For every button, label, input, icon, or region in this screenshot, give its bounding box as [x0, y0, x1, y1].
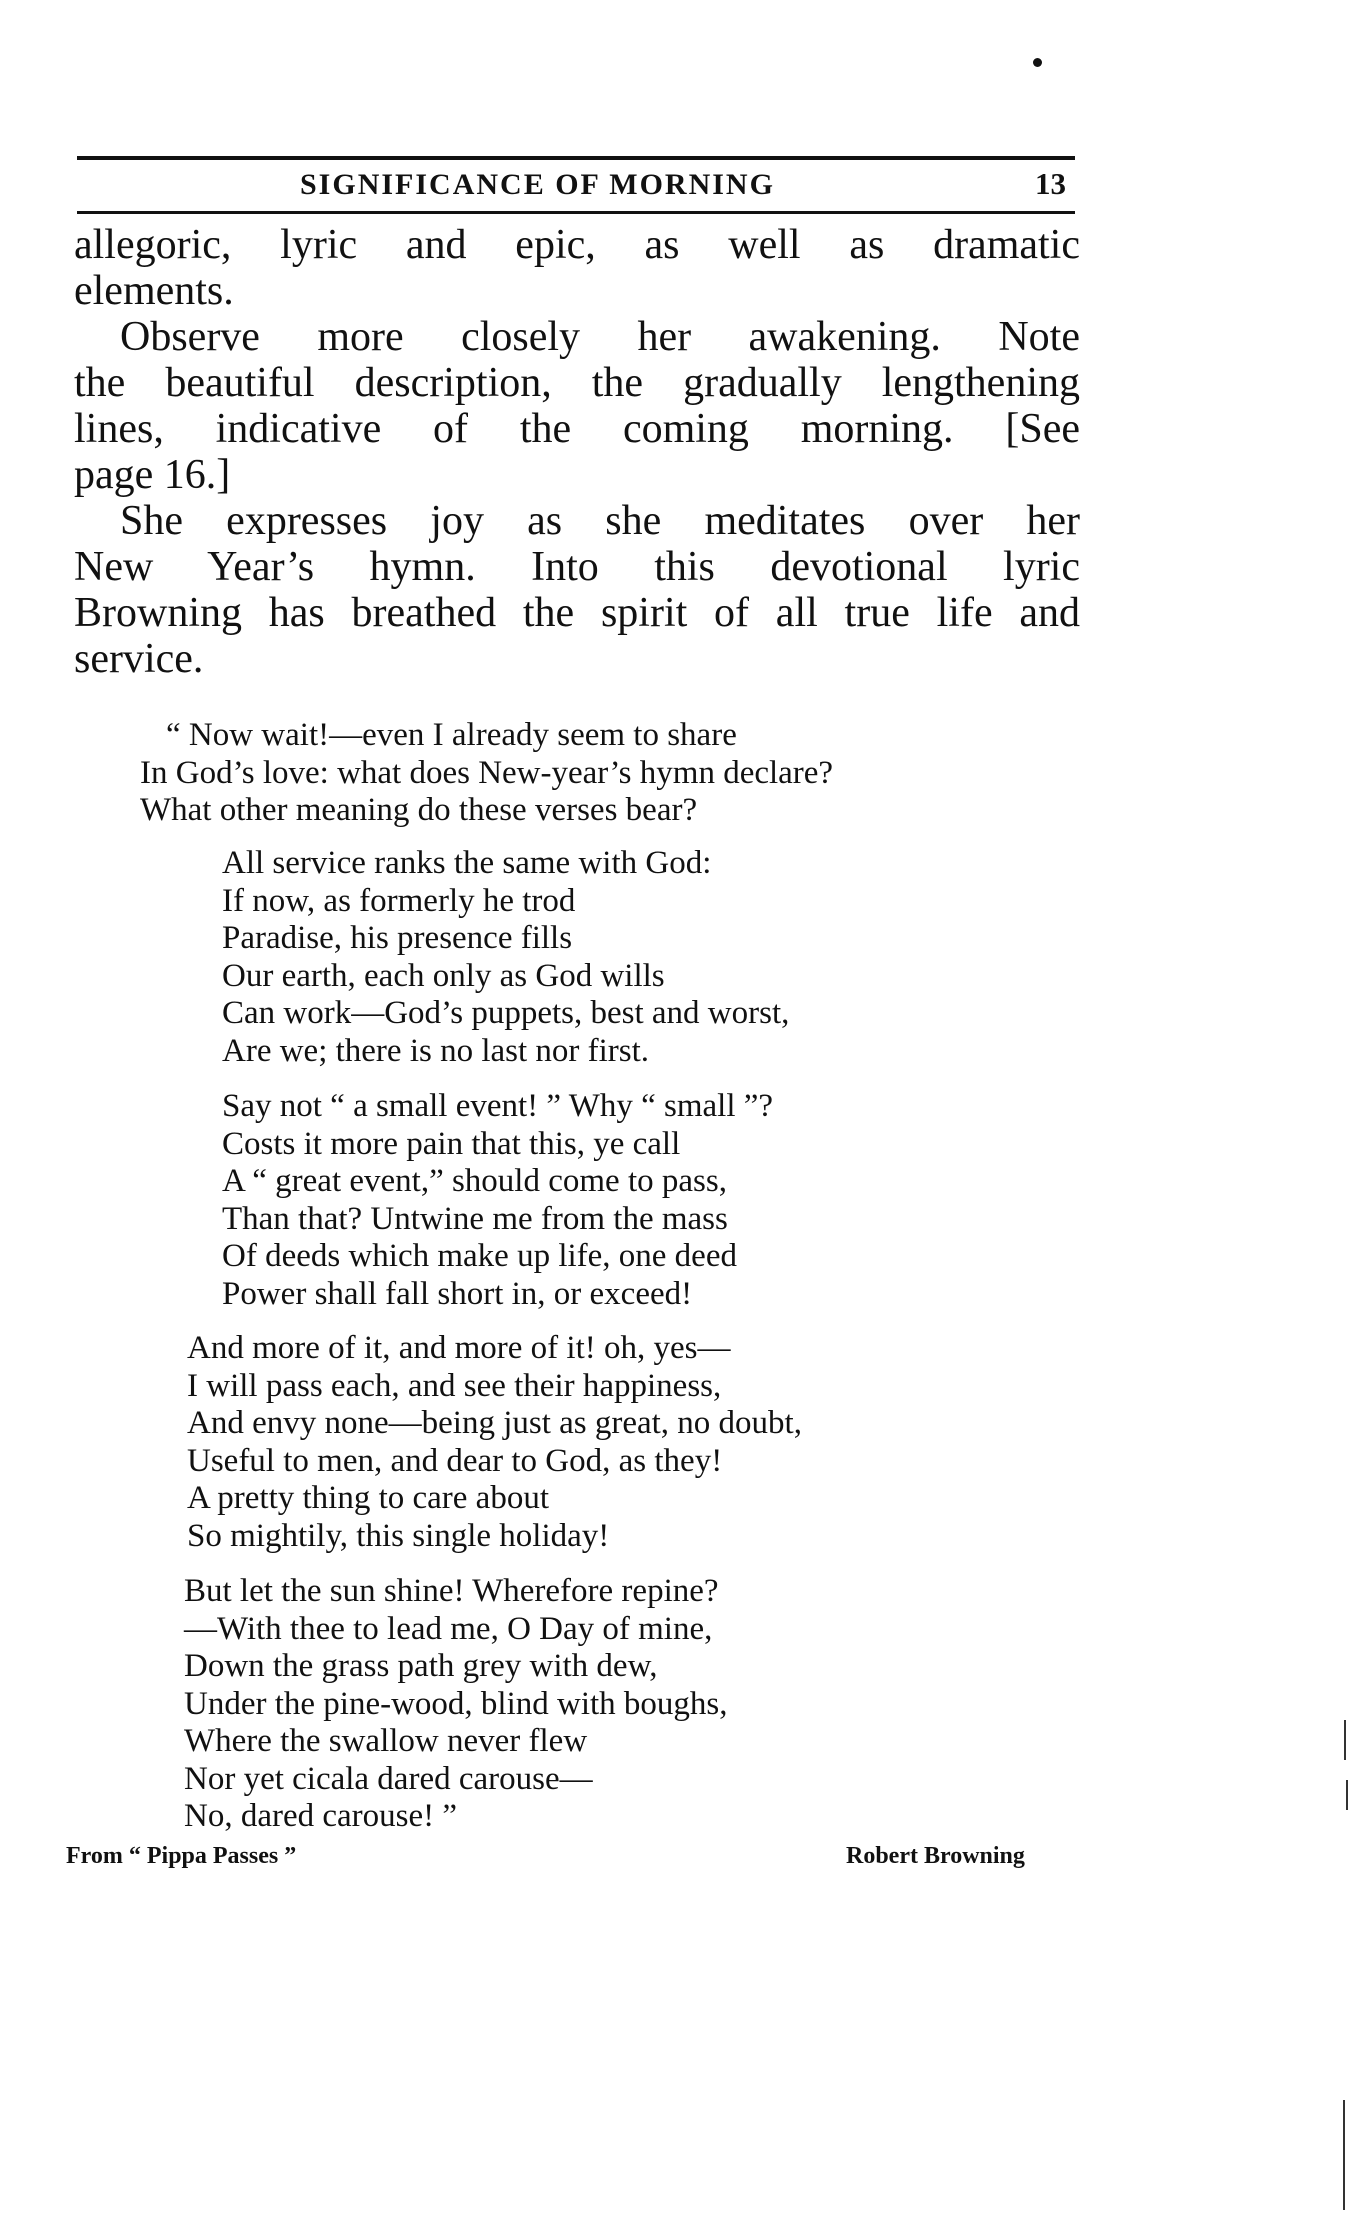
verse-line: No, dared carouse! ”: [184, 1798, 458, 1834]
verse-line: But let the sun shine! Wherefore repine?: [184, 1573, 719, 1609]
verse-line: Paradise, his presence fills: [222, 920, 573, 956]
verse-line: Under the pine-wood, blind with boughs,: [184, 1685, 728, 1722]
paragraph-line: She expresses joy as she meditates over her: [120, 498, 1080, 544]
header-rule-top: [77, 156, 1075, 160]
paragraph-line: New Year’s hymn. Into this devotional lyric: [74, 544, 1080, 590]
verse-line: I will pass each, and see their happiness,: [187, 1367, 722, 1404]
verse-line: Say not “ a small event! ” Why “ small ”?: [222, 1088, 774, 1124]
verse-line: A “ great event,” should come to pass,: [222, 1163, 727, 1199]
paragraph-line: Observe more closely her awakening. Note: [120, 314, 1080, 360]
paragraph-2: [74, 314, 1080, 498]
verse-line: And envy none—being just as great, no doubt,: [187, 1405, 802, 1441]
verse-line: Where the swallow never flew: [184, 1723, 588, 1759]
header-rule-bottom: [77, 211, 1075, 214]
poem-stanza-3: [222, 1088, 773, 1313]
verse-line: “ Now wait!—even I already seem to share: [166, 717, 737, 753]
verse-line: All service ranks the same with God:: [222, 845, 712, 881]
paragraph-line: Browning has breathed the spirit of all true life and: [74, 590, 1080, 636]
poem-stanza-1: [140, 717, 833, 830]
verse-line: —With thee to lead me, O Day of mine,: [184, 1610, 713, 1647]
poem-stanza-4: [187, 1330, 802, 1555]
paragraph-line: service.: [74, 636, 204, 682]
poem-stanza-2: [222, 845, 789, 1070]
paragraph-line: allegoric, lyric and epic, as well as dramatic: [74, 222, 1080, 268]
paragraph-line: lines, indicative of the coming morning. [See: [74, 406, 1080, 452]
ink-speck: [1033, 58, 1042, 67]
running-title: SIGNIFICANCE OF MORNING: [300, 168, 775, 201]
paragraph-line: elements.: [74, 268, 234, 314]
verse-line: Down the grass path grey with dew,: [184, 1648, 658, 1684]
poem-stanza-5: [184, 1573, 728, 1836]
verse-line: Costs it more pain that this, ye call: [222, 1125, 681, 1162]
paragraph-1: [74, 222, 1080, 314]
verse-line: So mightily, this single holiday!: [187, 1517, 610, 1554]
verse-line: Are we; there is no last nor first.: [222, 1032, 650, 1069]
verse-line: Our earth, each only as God wills: [222, 957, 665, 994]
scan-artifact: [1344, 1720, 1346, 1760]
source-attribution: From “ Pippa Passes ”: [66, 1843, 297, 1869]
verse-line: Of deeds which make up life, one deed: [222, 1238, 737, 1274]
verse-line: If now, as formerly he trod: [222, 882, 576, 919]
verse-line: Than that? Untwine me from the mass: [222, 1200, 728, 1237]
page-number: 13: [1035, 166, 1066, 201]
verse-line: What other meaning do these verses bear?: [140, 792, 698, 828]
verse-line: A pretty thing to care about: [187, 1480, 549, 1516]
paragraph-line: the beautiful description, the gradually lengthening: [74, 360, 1080, 406]
verse-line: Useful to men, and dear to God, as they!: [187, 1442, 723, 1479]
verse-line: Nor yet cicala dared carouse—: [184, 1760, 593, 1797]
verse-line: Can work—God’s puppets, best and worst,: [222, 995, 790, 1031]
scan-artifact: [1346, 1780, 1348, 1810]
paragraph-line: page 16.]: [74, 452, 231, 498]
verse-line: Power shall fall short in, or exceed!: [222, 1275, 693, 1312]
scan-artifact: [1343, 2100, 1345, 2210]
verse-line: And more of it, and more of it! oh, yes—: [187, 1330, 731, 1366]
author-attribution: Robert Browning: [846, 1843, 1025, 1869]
verse-line: In God’s love: what does New-year’s hymn declare?: [140, 754, 834, 791]
paragraph-3: [74, 498, 1080, 682]
